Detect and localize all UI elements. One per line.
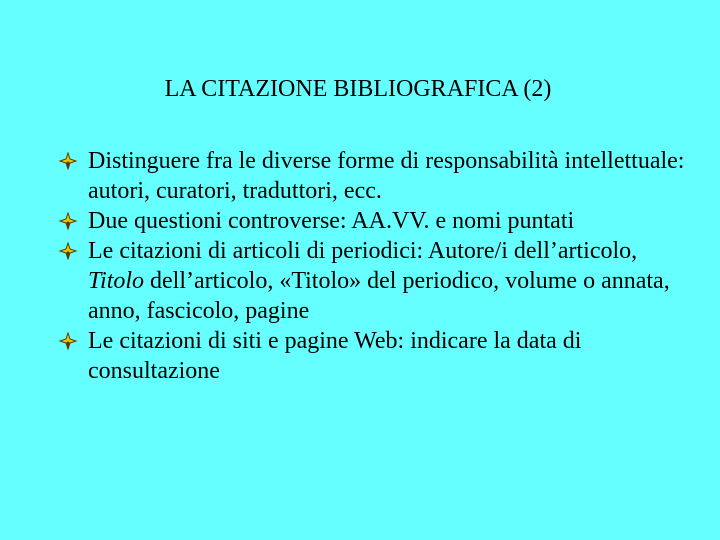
bullet-item-2 [58, 206, 698, 236]
bullet-item-3 [58, 236, 698, 326]
bullet-text-3-italic: Titolo [88, 268, 145, 294]
bullet-text-3-after: dell’articolo, «Titolo» del periodico, volume o annata, anno, fascicolo, pagine [88, 268, 670, 324]
bullet-item-1 [58, 146, 698, 206]
bullet-text-2: Due questioni controverse: AA.VV. e nomi puntati [88, 208, 575, 234]
diamond-star-bullet-icon [58, 152, 78, 170]
diamond-star-bullet-icon [58, 242, 78, 260]
diamond-star-bullet-icon [58, 212, 78, 230]
diamond-star-bullet-icon [58, 332, 78, 350]
bullet-list [58, 146, 698, 386]
bullet-text-4: Le citazioni di siti e pagine Web: indicare la data di consultazione [88, 328, 582, 384]
bullet-text-3 [88, 236, 698, 326]
bullet-text-3-before: Le citazioni di articoli di periodici: Autore/i dell’articolo, [88, 238, 638, 264]
slide-title: LA CITAZIONE BIBLIOGRAFICA (2) [164, 76, 552, 102]
bullet-item-4 [58, 326, 698, 386]
bullet-text-1: Distinguere fra le diverse forme di responsabilità intellettuale: autori, curatori, traduttori, ecc. [88, 148, 685, 204]
